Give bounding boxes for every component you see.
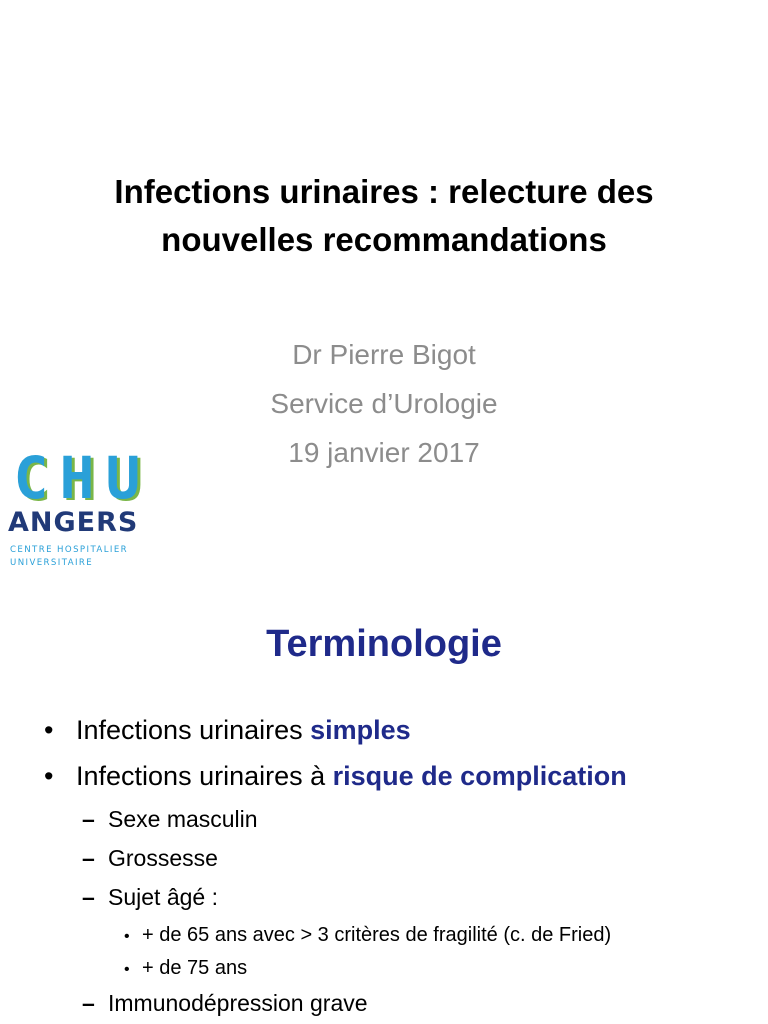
bullet-icon: • xyxy=(124,961,130,978)
highlight-text: risque de complication xyxy=(332,761,627,791)
slide-title: Terminologie xyxy=(266,623,502,665)
logo-city: ANGERS xyxy=(8,507,139,538)
logo-line-2: UNIVERSITAIRE xyxy=(10,558,94,568)
dash-icon: – xyxy=(82,990,95,1016)
department-name: Service d’Urologie xyxy=(270,388,498,419)
slide-title xyxy=(40,168,728,264)
list-item: • Infections urinaires à risque de complication xyxy=(44,756,627,796)
bullet-icon: • xyxy=(44,715,54,745)
sub-list-item: – Immunodépression grave xyxy=(82,986,368,1020)
logo-letter-u: U xyxy=(105,444,141,512)
logo-letter-c: C xyxy=(13,444,49,512)
bullet-icon: • xyxy=(124,928,130,945)
logo-letters xyxy=(8,444,148,512)
dash-icon: – xyxy=(82,845,95,871)
sub-list-item: – Sexe masculin xyxy=(82,802,258,836)
sub-list-item: – Sujet âgé : xyxy=(82,880,218,914)
dash-icon: – xyxy=(82,806,95,832)
list-item: • Infections urinaires simples xyxy=(44,710,411,750)
terminologie-slide xyxy=(0,590,768,1024)
highlight-text: simples xyxy=(310,715,411,745)
dash-icon: – xyxy=(82,884,95,910)
sub-list-item: – Grossesse xyxy=(82,841,218,875)
title-line-1: Infections urinaires : relecture des xyxy=(114,173,654,210)
logo-letter-h: H xyxy=(59,444,95,512)
chu-angers-logo xyxy=(8,444,148,572)
title-line-2: nouvelles recommandations xyxy=(161,221,607,258)
logo-line-1: CENTRE HOSPITALIER xyxy=(10,545,129,555)
bullet-icon: • xyxy=(44,761,54,791)
sub-sub-list-item: • + de 75 ans xyxy=(124,953,247,985)
presentation-date: 19 janvier 2017 xyxy=(288,437,480,468)
sub-sub-list-item: • + de 65 ans avec > 3 critères de fragilité (c. de Fried) xyxy=(124,920,611,952)
author-name: Dr Pierre Bigot xyxy=(292,339,476,370)
